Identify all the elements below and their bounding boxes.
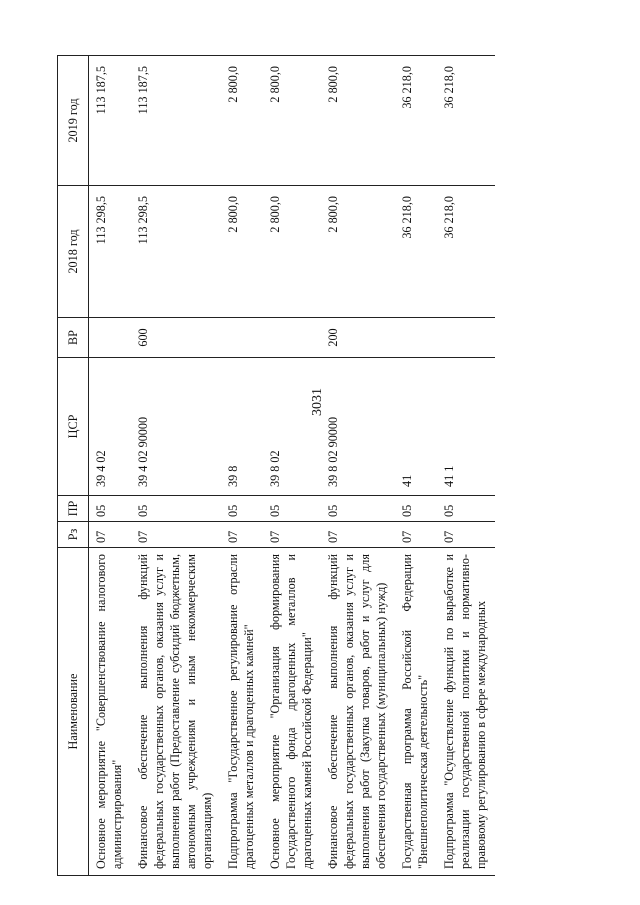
row-csr: 41 <box>395 358 437 496</box>
table-row <box>131 56 221 876</box>
header-rz: Рз <box>58 522 89 548</box>
row-2019: 2 800,0 <box>263 56 321 186</box>
row-rz: 07 <box>221 522 263 548</box>
row-pr: 05 <box>221 496 263 522</box>
row-pr: 05 <box>131 496 221 522</box>
page-number: 3031 <box>310 388 325 416</box>
row-vr <box>89 318 132 358</box>
budget-table <box>57 55 495 876</box>
row-pr: 05 <box>437 496 495 522</box>
row-2019: 2 800,0 <box>321 56 395 186</box>
row-vr <box>221 318 263 358</box>
row-name: Подпрограмма "Государственное регулирование отрасли драгоценных металлов и драгоценных камней" <box>221 548 263 876</box>
row-name: Подпрограмма "Осуществление функций по выработке и реализации государственной политики и нормативно-правовому регулированию в сфере международных <box>437 548 495 876</box>
row-csr: 39 8 02 <box>263 358 321 496</box>
row-2018: 2 800,0 <box>221 186 263 318</box>
row-2019: 2 800,0 <box>221 56 263 186</box>
header-2019: 2019 год <box>58 56 89 186</box>
row-rz: 07 <box>395 522 437 548</box>
row-csr: 39 8 <box>221 358 263 496</box>
row-rz: 07 <box>263 522 321 548</box>
row-name: Основное мероприятие "Совершенствование налогового администрирования" <box>89 548 132 876</box>
row-vr: 200 <box>321 318 395 358</box>
budget-table-container <box>57 56 582 876</box>
header-csr: ЦСР <box>58 358 89 496</box>
row-2019: 36 218,0 <box>395 56 437 186</box>
table-row <box>395 56 437 876</box>
table-body <box>89 56 496 876</box>
row-vr <box>395 318 437 358</box>
row-rz: 07 <box>89 522 132 548</box>
row-csr: 39 4 02 90000 <box>131 358 221 496</box>
header-2018: 2018 год <box>58 186 89 318</box>
row-vr <box>263 318 321 358</box>
row-rz: 07 <box>437 522 495 548</box>
header-pr: ПР <box>58 496 89 522</box>
row-pr: 05 <box>263 496 321 522</box>
row-rz: 07 <box>131 522 221 548</box>
row-csr: 41 1 <box>437 358 495 496</box>
row-pr: 05 <box>321 496 395 522</box>
table-row <box>89 56 132 876</box>
row-rz: 07 <box>321 522 395 548</box>
row-2019: 113 187,5 <box>89 56 132 186</box>
row-pr: 05 <box>395 496 437 522</box>
header-vr: ВР <box>58 318 89 358</box>
row-2018: 2 800,0 <box>263 186 321 318</box>
row-name: Финансовое обеспечение выполнения функций федеральных государственных органов, оказания услуг и выполнения работ (Предоставление субсидий бюджетным, автономным учреждениям и иным некоммерческим организациям) <box>131 548 221 876</box>
table-row <box>321 56 395 876</box>
table-row <box>263 56 321 876</box>
row-name: Государственная программа Российской Федерации "Внешнеполитическая деятельность" <box>395 548 437 876</box>
table-row <box>437 56 495 876</box>
header-name: Наименование <box>58 548 89 876</box>
row-vr <box>437 318 495 358</box>
table-row <box>221 56 263 876</box>
row-2018: 2 800,0 <box>321 186 395 318</box>
row-2019: 36 218,0 <box>437 56 495 186</box>
row-2018: 36 218,0 <box>395 186 437 318</box>
row-2018: 113 298,5 <box>131 186 221 318</box>
row-2018: 113 298,5 <box>89 186 132 318</box>
row-csr: 39 4 02 <box>89 358 132 496</box>
row-csr: 39 8 02 90000 <box>321 358 395 496</box>
row-vr: 600 <box>131 318 221 358</box>
row-name: Основное мероприятие "Организация формирования Государственного фонда драгоценных металлов и драгоценных камней Российской Федерации" <box>263 548 321 876</box>
row-2018: 36 218,0 <box>437 186 495 318</box>
row-2019: 113 187,5 <box>131 56 221 186</box>
row-pr: 05 <box>89 496 132 522</box>
table-header <box>58 56 89 876</box>
row-name: Финансовое обеспечение выполнения функций федеральных государственных органов, оказания услуг и выполнения работ (Закупка товаров, работ и услуг для обеспечения государственных (муниципальных) нужд) <box>321 548 395 876</box>
